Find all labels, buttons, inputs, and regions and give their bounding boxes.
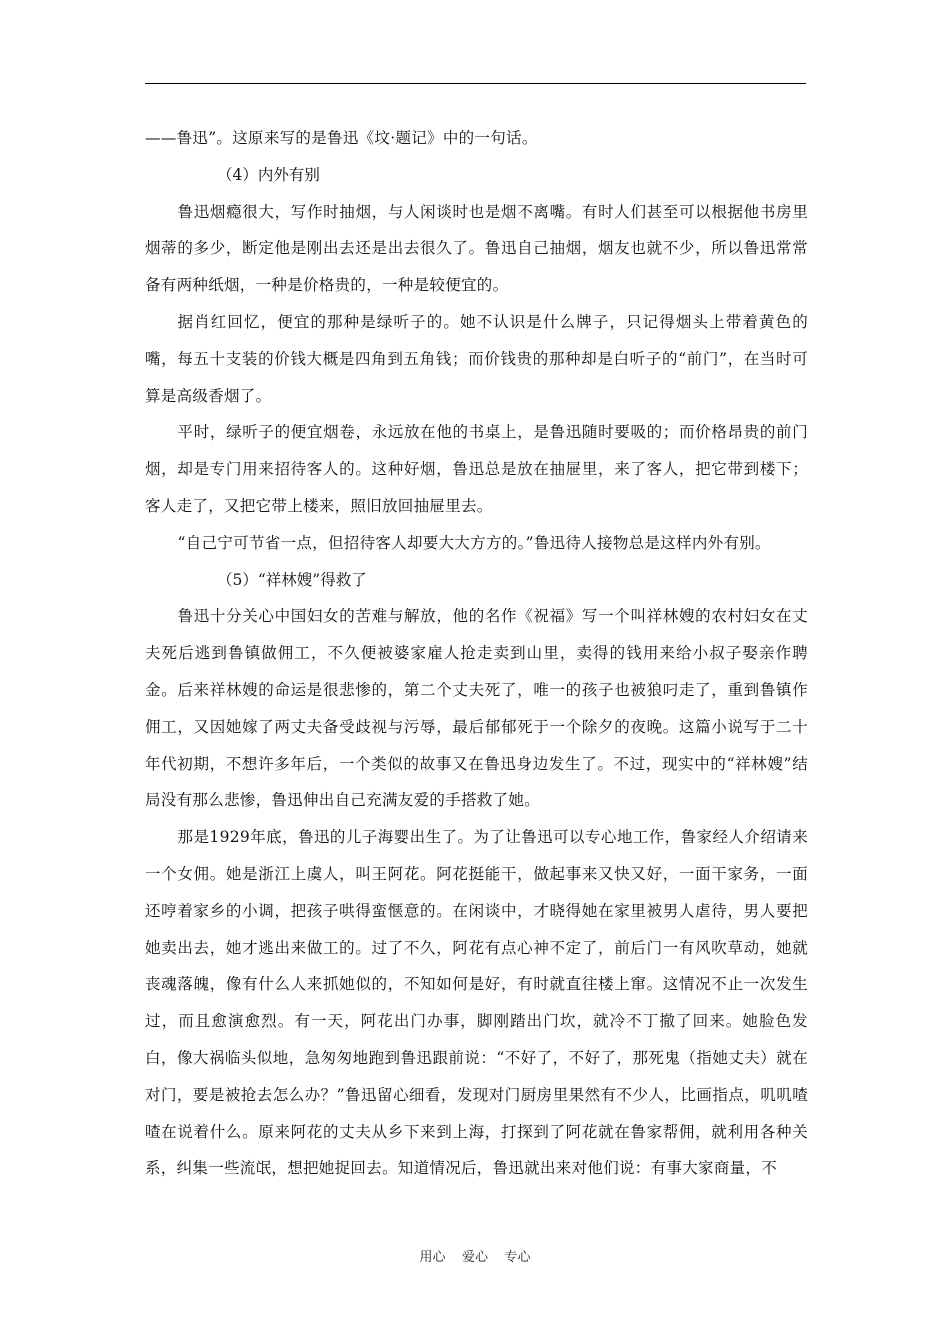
paragraph-wang-ahua: 那是1929年底，鲁迅的儿子海婴出生了。为了让鲁迅可以专心地工作，鲁家经人介绍请来一个女佣。她是浙江上虞人，叫王阿花。阿花挺能干，做起事来又快又好，一面干家务，一面还哼着家乡的小调，把孩子哄得蛮惬意的。在闲谈中，才晓得她在家里被男人虐待，男人要把她卖出去，她才逃出来做工的。过了不久，阿花有点心神不定了，前后门一有风吹草动，她就丧魂落魄，像有什么人来抓她似的，不知如何是好，有时就直往楼上窜。这情况不止一次发生过，而且愈演愈烈。有一天，阿花出门办事，脚刚踏出门坎，就冷不丁撤了回来。她脸色发白，像大祸临头似地，急匆匆地跑到鲁迅跟前说：“不好了，不好了，那死鬼（指她丈夫）就在对门，要是被抢去怎么办？”鲁迅留心细看，发现对门厨房里果然有不少人，比画指点，叽叽喳喳在说着什么。原来阿花的丈夫从乡下来到上海，打探到了阿花就在鲁家帮佣，就利用各种关系，纠集一些流氓，想把她捉回去。知道情况后，鲁迅就出来对他们说：有事大家商量，不 xyxy=(145,828,808,1178)
section-heading-4: （4）内外有别 xyxy=(217,165,320,184)
paragraph-cigarette-hospitality: 平时，绿听子的便宜烟卷，永远放在他的书桌上，是鲁迅随时要吸的；而价格昂贵的前门烟，却是专门用来招待客人的。这种好烟，鲁迅总是放在抽屉里，来了客人，把它带到楼下；客人走了，又把它带上楼来，照旧放回抽屉里去。 xyxy=(145,423,808,515)
header-rule xyxy=(145,83,806,84)
paragraph-quote-frugal: “自己宁可节省一点，但招待客人却要大大方方的。”鲁迅待人接物总是这样内外有别。 xyxy=(177,533,771,552)
section-heading-5: （5）“祥林嫂”得救了 xyxy=(217,570,367,589)
paragraph-smoking: 鲁迅烟瘾很大，写作时抽烟，与人闲谈时也是烟不离嘴。有时人们甚至可以根据他书房里烟蒂的多少，断定他是刚出去还是出去很久了。鲁迅自己抽烟，烟友也就不少，所以鲁迅常常备有两种纸烟，一种是价格贵的，一种是较便宜的。 xyxy=(145,202,808,295)
page-footer: 用心 爱心 专心 xyxy=(419,1250,531,1265)
paragraph-xiaohong-recollection: 据肖红回忆，便宜的那种是绿听子的。她不认识是什么牌子，只记得烟头上带着黄色的嘴，每五十支装的价钱大概是四角到五角钱；而价钱贵的那种却是白听子的“前门”，在当时可算是高级香烟了。 xyxy=(145,312,808,405)
paragraph-blessing-story: 鲁迅十分关心中国妇女的苦难与解放，他的名作《祝福》写一个叫祥林嫂的农村妇女在丈夫死后逃到鲁镇做佣工，不久便被婆家雇人抢走卖到山里，卖得的钱用来给小叔子娶亲作聘金。后来祥林嫂的命运是很悲惨的，第二个丈夫死了，唯一的孩子也被狼叼走了，重到鲁镇作佣工，又因她嫁了两丈夫备受歧视与污辱，最后郁郁死于一个除夕的夜晚。这篇小说写于二十年代初期，不想许多年后，一个类似的故事又在鲁迅身边发生了。不过，现实中的“祥林嫂”结局没有那么悲惨，鲁迅伸出自己充满友爱的手搭救了她。 xyxy=(145,607,808,810)
page-body xyxy=(145,120,808,1187)
continued-paragraph: ——鲁迅”。这原来写的是鲁迅《坟·题记》中的一句话。 xyxy=(145,129,538,147)
